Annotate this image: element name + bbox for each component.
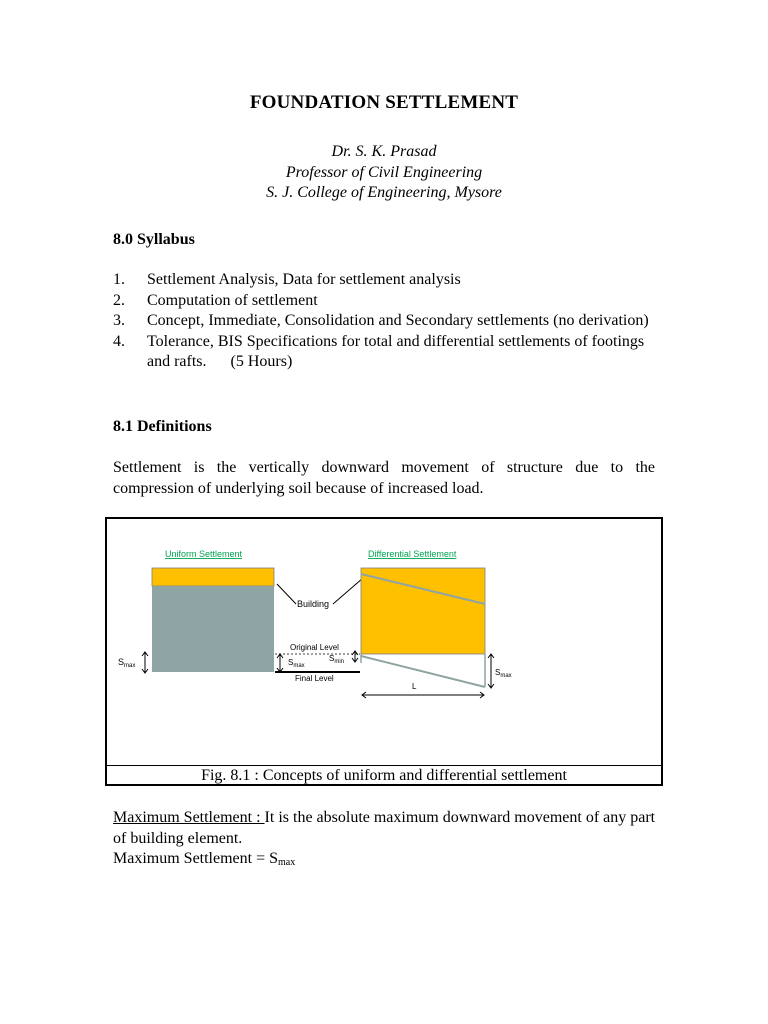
length-label: L [412,682,417,691]
list-item [113,311,658,332]
differential-smax-label: $S_{max}$ [495,668,512,679]
author-institution: S. J. College of Engineering, Mysore [266,184,502,201]
page-title: FOUNDATION SETTLEMENT [249,92,519,113]
author-name: Dr. S. K. Prasad [331,143,437,160]
uniform-building-block [152,568,274,586]
formula-text: Maximum Settlement = S [113,850,279,867]
caption-divider [105,765,663,766]
max-settlement-description: It is the absolute maximum downward movement of any part of building element. [113,809,656,847]
list-item-number: 1. [113,271,125,288]
max-settlement-definition [113,808,658,849]
author-position: Professor of Civil Engineering [285,164,483,181]
list-item-text: Settlement Analysis, Data for settlement analysis [147,271,461,288]
uniform-settled-block [152,586,274,672]
syllabus-heading: 8.0 Syllabus [113,231,195,248]
building-pointer-right [333,578,363,604]
list-item [113,291,658,312]
middle-smax-label: $S_{max}$ [288,658,305,669]
list-item-number: 4. [113,332,125,350]
uniform-settlement-title: Uniform Settlement [165,549,243,559]
figure-caption: Fig. 8.1 : Concepts of uniform and differential settlement [201,767,567,784]
differential-building-block [361,568,485,654]
definition-paragraph: Settlement is the vertically downward movement of structure due to the compression of underlying soil because of increased load. [113,459,655,497]
list-item-text: Concept, Immediate, Consolidation and Secondary settlements (no derivation) [147,312,649,329]
original-level-label: Original Level [290,643,339,652]
differential-settlement-title: Differential Settlement [368,549,457,559]
list-item-text: Computation of settlement [147,291,318,309]
formula-subscript: max [278,857,296,868]
list-item-text: Tolerance, BIS Specifications for total and differential settlements of footings and rafts. (5 Hours) [147,332,649,370]
list-item [113,270,658,291]
building-pointer-left [277,584,296,604]
max-settlement-term: Maximum Settlement [113,809,253,826]
differential-tilt-bottom-line [361,656,485,687]
settlement-diagram [105,517,663,767]
final-level-label: Final Level [295,674,334,683]
building-label: Building [297,599,330,609]
term-separator: : [252,809,265,826]
uniform-smax-label: $S_{max}$ [118,657,136,669]
syllabus-list [113,270,658,373]
max-settlement-formula [113,849,658,874]
list-item [113,332,658,373]
smin-label: $S_{min}$ [329,654,345,665]
definitions-heading: 8.1 Definitions [113,418,212,435]
list-item-number: 3. [113,312,125,329]
list-item-number: 2. [113,291,125,309]
